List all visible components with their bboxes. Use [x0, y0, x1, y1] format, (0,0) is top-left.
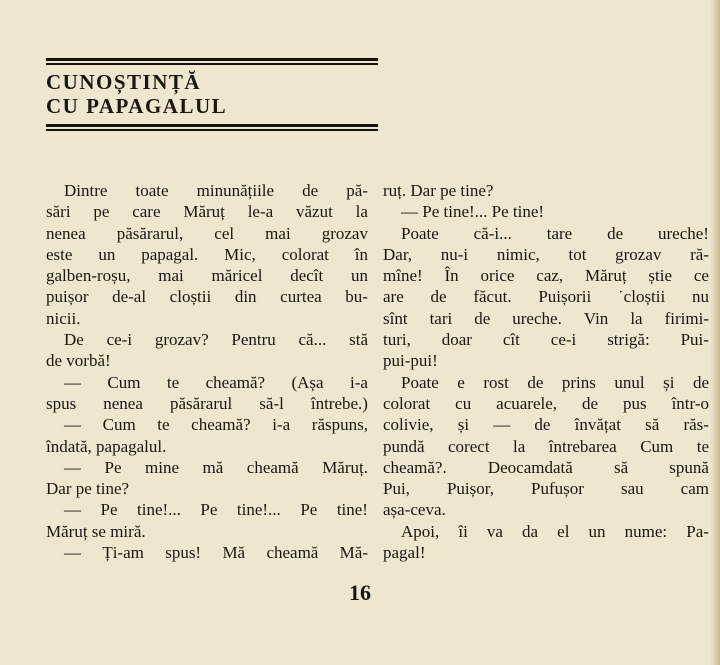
text-line: pagal! [383, 543, 426, 563]
text-line: este un papagal. Mic, colorat în [46, 244, 368, 264]
text-line: Măruț se miră. [46, 521, 146, 541]
text-line: — Ți-am spus! Mă cheamă Mă- [64, 543, 368, 563]
text-line: Dintre toate minunățiile de pă- [64, 181, 368, 200]
text-line: turi, doar cît ce-i strigă: Pui- [383, 330, 709, 350]
text-line: mîne! În orice caz, Măruț știe ce [383, 266, 709, 286]
text-line: Poate că-i... tare de ureche! [401, 223, 709, 243]
text-line: galben-roșu, mai măricel decît un [46, 266, 368, 286]
text-line: — Pe tine!... Pe tine! [401, 202, 545, 222]
text-line: sări pe care Măruț le-a văzut la [46, 202, 368, 222]
text-line: Dar, nu-i nimic, tot grozav ră- [383, 244, 709, 264]
text-line: nenea păsărarul, cel mai grozav [46, 223, 368, 243]
text-line: nicii. [46, 308, 81, 328]
text-line: puișor de-al cloștii din curtea bu- [46, 287, 368, 307]
text-line: Poate e rost de prins unul și de [401, 372, 709, 392]
text-line: — Cum te cheamă? i-a răspuns, [64, 415, 368, 435]
text-line: — Cum te cheamă? (Așa i-a [64, 372, 368, 392]
title-rule-top [46, 58, 378, 61]
page-edge-shadow [710, 0, 720, 665]
text-line: pundă corect la întrebarea Cum te [383, 436, 709, 456]
chapter-title [46, 70, 376, 118]
chapter-title-line-1: CUNOȘTINȚĂ [46, 70, 202, 94]
text-line: ruț. Dar pe tine? [383, 181, 494, 200]
text-line: Apoi, îi va da el un nume: Pa- [401, 521, 709, 541]
text-line: Dar pe tine? [46, 479, 130, 499]
text-line: De ce-i grozav? Pentru că... stă [64, 330, 368, 350]
text-line: așa-ceva. [383, 500, 446, 520]
title-rule-bottom-thin [46, 129, 378, 131]
text-line: colorat cu acuarele, de pus într-o [383, 393, 709, 413]
text-line: de vorbă! [46, 351, 111, 371]
text-line: îndată, papagalul. [46, 436, 167, 456]
text-line: — Pe tine!... Pe tine!... Pe tine! [64, 500, 368, 520]
title-rule-top-thin [46, 63, 378, 65]
chapter-title-line-2: CU PAPAGALUL [46, 94, 228, 118]
text-line: colivie, și — de învățat să răs- [383, 415, 709, 435]
text-line: pui-pui! [383, 351, 438, 371]
text-line: are de făcut. Puișorii ˙cloștii nu [383, 287, 709, 307]
page-number: 16 [349, 580, 371, 605]
title-rule-bottom [46, 124, 378, 127]
text-line: sînt tari de ureche. Vin la firimi- [383, 308, 709, 328]
text-line: spus nenea păsărarul să-l întrebe.) [46, 393, 368, 413]
text-column-right [383, 180, 709, 563]
text-line: cheamă?. Deocamdată să spună [383, 457, 709, 477]
text-column-left [46, 180, 368, 563]
text-line: — Pe mine mă cheamă Măruț. [64, 457, 368, 477]
text-line: Pui, Puișor, Pufușor sau cam [383, 479, 709, 499]
